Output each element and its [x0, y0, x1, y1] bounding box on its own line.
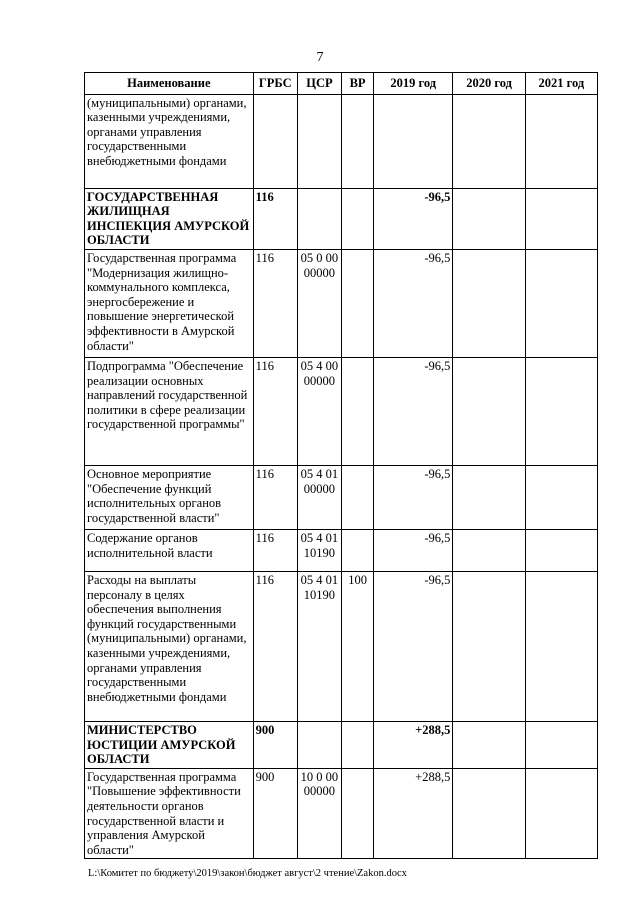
cell-2020 [453, 249, 525, 357]
cell-grbs: 116 [253, 465, 297, 529]
cell-2021 [525, 357, 597, 465]
table-header-row [85, 73, 598, 95]
page-number: 7 [316, 50, 324, 65]
cell-name: Расходы на выплаты персоналу в целях обеспечения выполнения функций государственными (муниципальными) органами, казенными учреждениями, органами управления государственными внебюджетными фондами [85, 571, 254, 721]
cell-2019: -96,5 [374, 465, 453, 529]
cell-2021 [525, 529, 597, 571]
table-body [85, 94, 598, 859]
cell-2019: +288,5 [374, 721, 453, 768]
header-csr: ЦСР [297, 73, 341, 95]
cell-2019: -96,5 [374, 529, 453, 571]
cell-grbs: 116 [253, 571, 297, 721]
cell-2021 [525, 249, 597, 357]
cell-2021 [525, 188, 597, 249]
cell-2019: +288,5 [374, 768, 453, 859]
cell-2019: -96,5 [374, 249, 453, 357]
cell-2021 [525, 571, 597, 721]
cell-name: Государственная программа "Модернизация жилищно-коммунального комплекса, энергосбережение и повышение энергетической эффективности в Амурской области" [85, 249, 254, 357]
cell-2021 [525, 721, 597, 768]
cell-name: Государственная программа "Повышение эффективности деятельности органов государственной власти и управления Амурской области" [85, 768, 254, 859]
cell-name: Подпрограмма "Обеспечение реализации основных направлений государственной политики в сфере реализации государственной программы" [85, 357, 254, 465]
header-name: Наименование [85, 73, 254, 95]
cell-name: Основное мероприятие "Обеспечение функций исполнительных органов государственной власти" [85, 465, 254, 529]
cell-name: МИНИСТЕРСТВО ЮСТИЦИИ АМУРСКОЙ ОБЛАСТИ [85, 721, 254, 768]
cell-csr: 05 4 00 00000 [297, 357, 341, 465]
cell-vr: 100 [342, 571, 374, 721]
table-row [85, 465, 598, 529]
cell-2021 [525, 94, 597, 188]
cell-grbs [253, 94, 297, 188]
cell-2019: -96,5 [374, 188, 453, 249]
table-row [85, 188, 598, 249]
table-row [85, 357, 598, 465]
cell-2020 [453, 357, 525, 465]
cell-2019: -96,5 [374, 357, 453, 465]
cell-name: ГОСУДАРСТВЕННАЯ ЖИЛИЩНАЯ ИНСПЕКЦИЯ АМУРСКОЙ ОБЛАСТИ [85, 188, 254, 249]
table-row [85, 249, 598, 357]
cell-2020 [453, 529, 525, 571]
cell-grbs: 900 [253, 721, 297, 768]
cell-csr [297, 721, 341, 768]
header-vr: ВР [342, 73, 374, 95]
header-2021: 2021 год [525, 73, 597, 95]
header-2020: 2020 год [453, 73, 525, 95]
cell-2020 [453, 188, 525, 249]
cell-csr: 05 4 01 10190 [297, 529, 341, 571]
footer-file-path: L:\Комитет по бюджету\2019\закон\бюджет август\2 чтение\Zakon.docx [88, 868, 407, 879]
table-row [85, 529, 598, 571]
cell-2019: -96,5 [374, 571, 453, 721]
cell-grbs: 116 [253, 188, 297, 249]
header-2019: 2019 год [374, 73, 453, 95]
cell-name: Содержание органов исполнительной власти [85, 529, 254, 571]
cell-vr [342, 529, 374, 571]
cell-vr [342, 357, 374, 465]
cell-vr [342, 768, 374, 859]
cell-name: (муниципальными) органами, казенными учреждениями, органами управления государственными внебюджетными фондами [85, 94, 254, 188]
cell-grbs: 116 [253, 249, 297, 357]
cell-2019 [374, 94, 453, 188]
budget-table [84, 72, 598, 859]
cell-vr [342, 249, 374, 357]
cell-csr: 05 4 01 00000 [297, 465, 341, 529]
cell-grbs: 116 [253, 357, 297, 465]
cell-vr [342, 94, 374, 188]
cell-grbs: 116 [253, 529, 297, 571]
cell-2020 [453, 94, 525, 188]
cell-csr: 05 4 01 10190 [297, 571, 341, 721]
table-row [85, 571, 598, 721]
cell-csr: 10 0 00 00000 [297, 768, 341, 859]
cell-csr: 05 0 00 00000 [297, 249, 341, 357]
cell-2021 [525, 465, 597, 529]
cell-vr [342, 465, 374, 529]
cell-vr [342, 188, 374, 249]
cell-grbs: 900 [253, 768, 297, 859]
cell-2020 [453, 768, 525, 859]
cell-2020 [453, 571, 525, 721]
cell-vr [342, 721, 374, 768]
cell-2020 [453, 465, 525, 529]
cell-csr [297, 94, 341, 188]
header-grbs: ГРБС [253, 73, 297, 95]
table-row [85, 721, 598, 768]
cell-2020 [453, 721, 525, 768]
cell-csr [297, 188, 341, 249]
table-row [85, 94, 598, 188]
cell-2021 [525, 768, 597, 859]
table-row [85, 768, 598, 859]
